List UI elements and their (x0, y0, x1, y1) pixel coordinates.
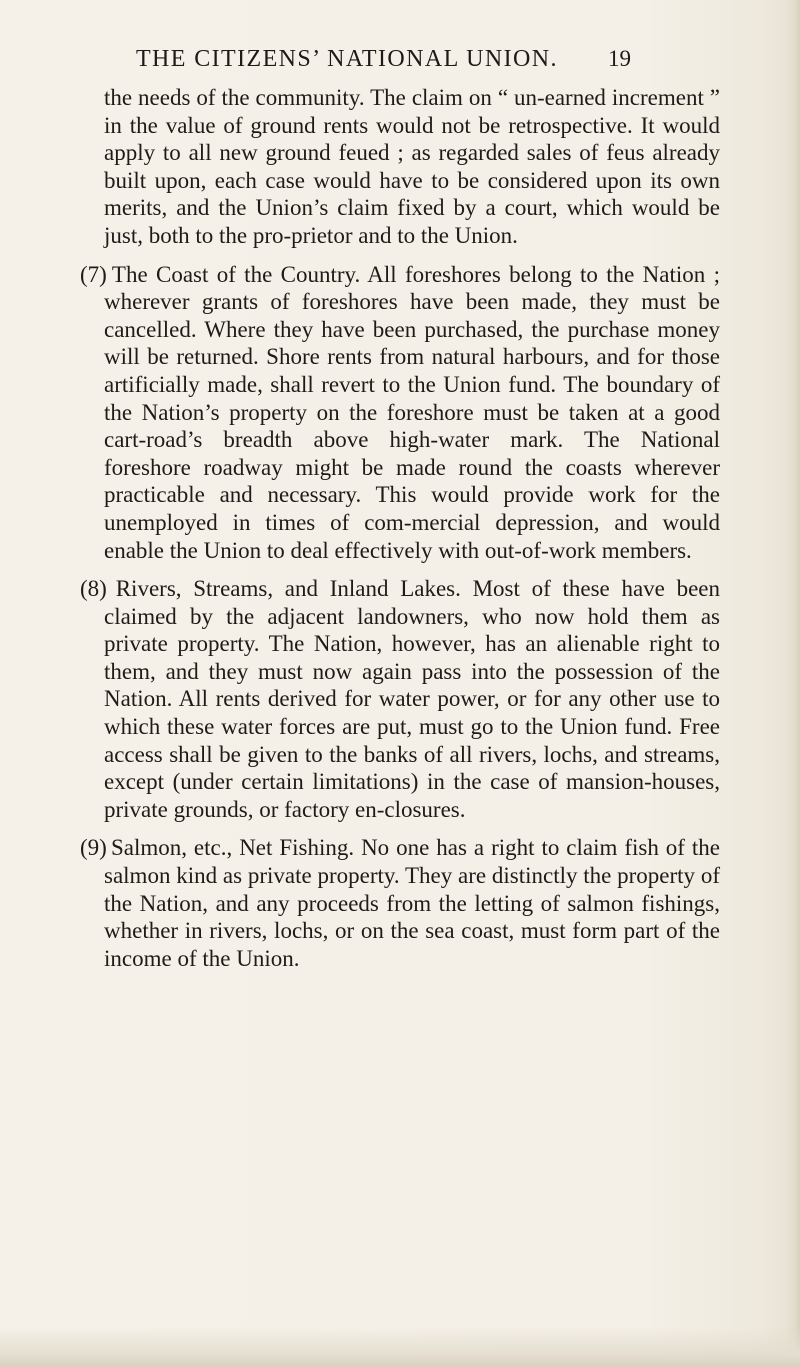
section-text: Rivers, Streams, and Inland Lakes. Most of these have been claimed by the adjacent landowners, who now hold them as private property. The Nation, however, has an alienable right to them, and they must now again pass into the possession of the Nation. All rents derived for water power, or for any other use to which these water forces are put, must go to the Union fund. Free access shall be given to the banks of all rivers, lochs, and streams, except (under certain limitations) in the case of mansion-houses, private grounds, or factory en-closures. (104, 576, 720, 822)
page-bottom-shadow (0, 1327, 800, 1367)
body-text (80, 84, 720, 972)
section-number: (7) (80, 261, 107, 287)
page-edge-shadow (786, 0, 800, 1367)
section-9 (80, 834, 720, 972)
section-number: (8) (80, 576, 107, 602)
section-7 (80, 261, 720, 565)
continuation-paragraph: the needs of the community. The claim on “ un-earned increment ” in the value of ground rents would not be retrospective. It would apply to all new ground feued ; as regarded sales of feus already built upon, each case would have to be considered upon its own merits, and the Union’s claim fixed by a court, which would be just, both to the pro-prietor and to the Union. (104, 85, 720, 248)
section-text: Salmon, etc., Net Fishing. No one has a right to claim fish of the salmon kind as private property. They are distinctly the property of the Nation, and any proceeds from the letting of salmon fishings, whether in rivers, lochs, or on the sea coast, must form part of the income of the Union. (104, 835, 720, 971)
section-text: The Coast of the Country. All foreshores belong to the Nation ; wherever grants of foreshores have been made, they must be cancelled. Where they have been purchased, the purchase money will be returned. Shore rents from natural harbours, and for those artificially made, shall revert to the Union fund. The boundary of the Nation’s property on the foreshore must be taken at a good cart-road’s breadth above high-water mark. The National foreshore roadway might be made round the coasts wherever practicable and necessary. This would provide work for the unemployed in times of com-mercial depression, and would enable the Union to deal effectively with out-of-work members. (104, 261, 720, 563)
running-title: THE CITIZENS’ NATIONAL UNION. (136, 46, 558, 72)
page-number: 19 (608, 46, 631, 71)
section-8 (80, 575, 720, 823)
section-number: (9) (80, 835, 107, 861)
